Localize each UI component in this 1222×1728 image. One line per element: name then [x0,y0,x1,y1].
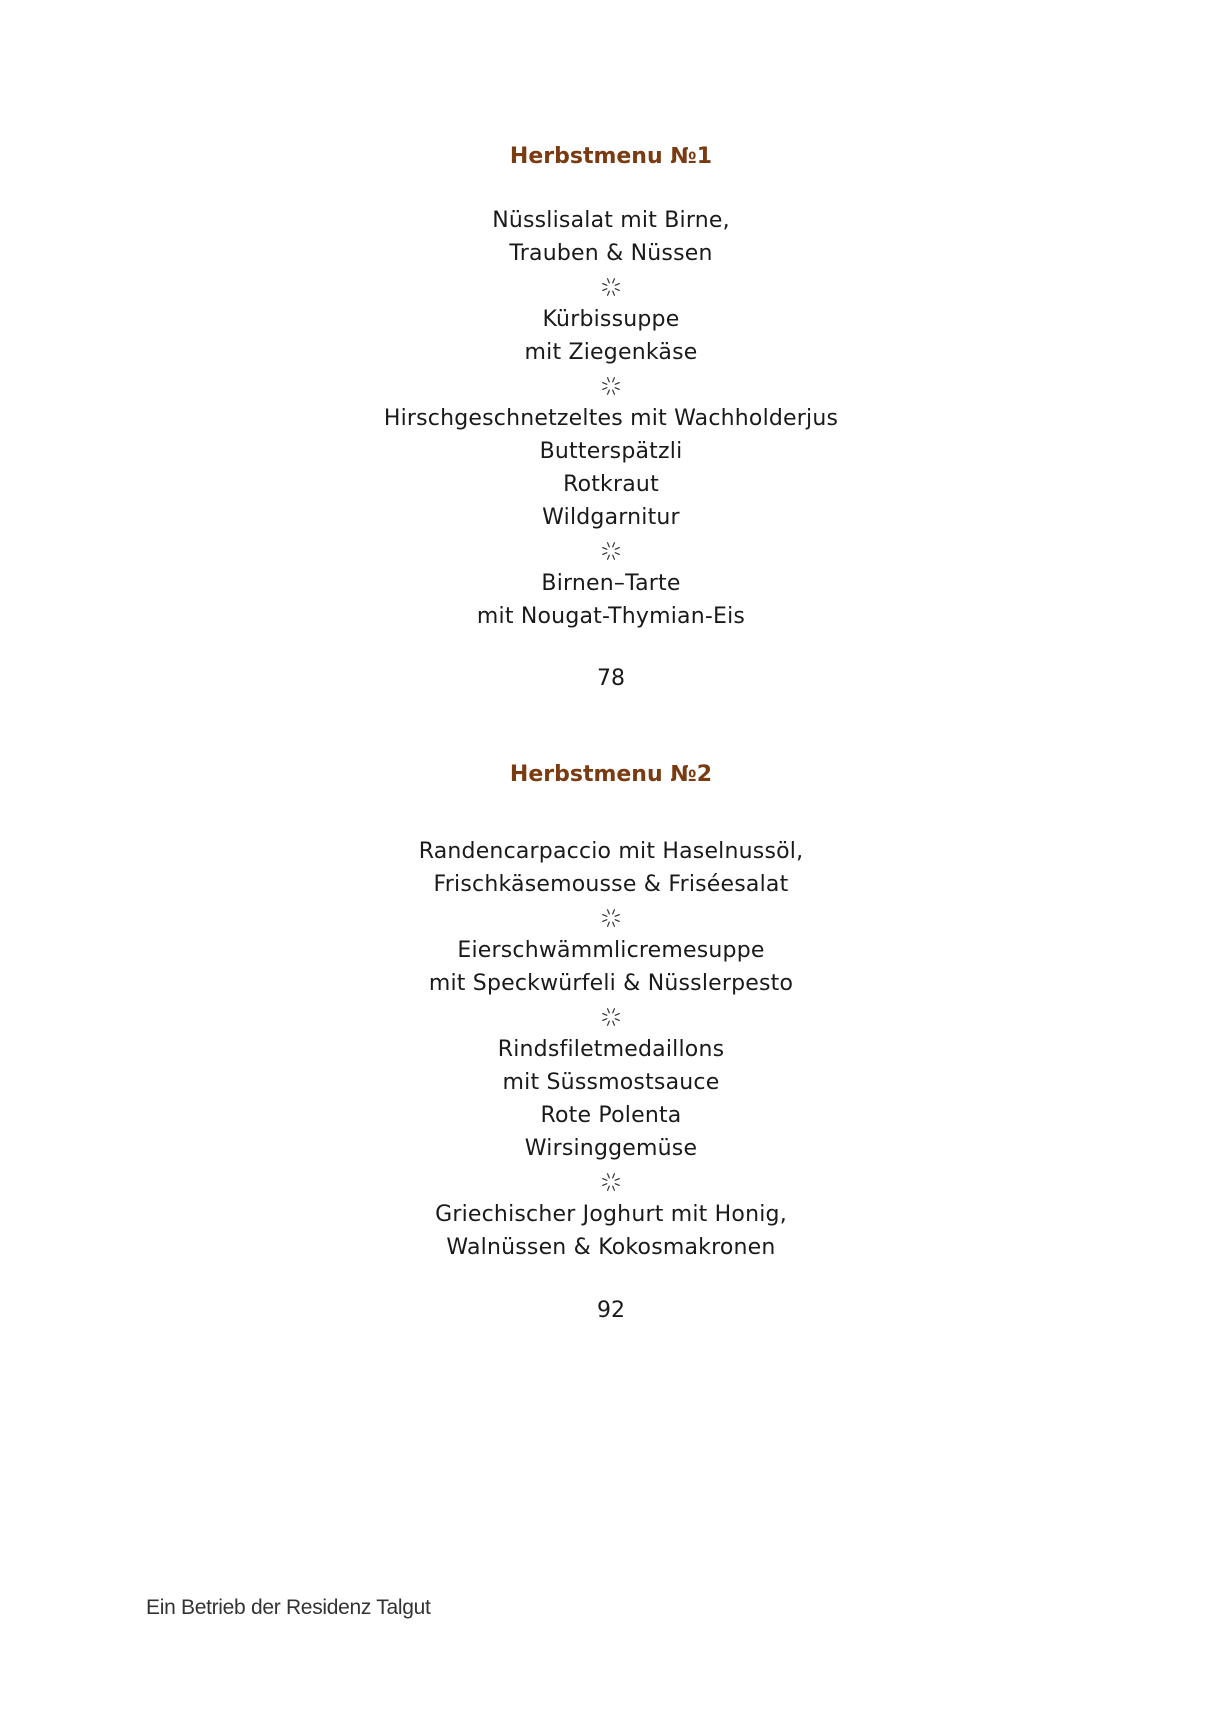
menu-price: 78 [597,666,625,691]
sparkle-icon [598,1169,624,1195]
course-line: mit Nougat-Thymian-Eis [476,604,746,629]
course-separator [0,534,1222,567]
course-starter [0,835,1222,901]
course-separator [0,270,1222,303]
sparkle-icon [598,905,624,931]
sparkle-icon [598,373,624,399]
course-line: Walnüssen & Kokosmakronen [446,1235,776,1260]
course-line: mit Speckwürfeli & Nüsslerpesto [428,971,794,996]
sparkle-icon [598,274,624,300]
course-line: Frischkäsemousse & Friséesalat [433,872,789,897]
course-line: Rotkraut [563,472,659,497]
course-soup [0,303,1222,369]
course-separator [0,1165,1222,1198]
course-line: Eierschwämmlicremesuppe [457,938,765,963]
course-line: Randencarpaccio mit Haselnussöl, [418,839,804,864]
course-line: Wirsinggemüse [524,1136,698,1161]
course-dessert [0,567,1222,633]
course-line: Nüsslisalat mit Birne, [492,208,730,233]
menu-section-1 [0,142,1222,694]
course-starter [0,204,1222,270]
sparkle-icon [598,1004,624,1030]
course-line: Kürbissuppe [542,307,680,332]
course-line: Rindsfiletmedaillons [497,1037,725,1062]
menu-price: 92 [597,1298,625,1323]
menu-title: Herbstmenu №1 [509,144,713,169]
course-line: Birnen–Tarte [541,571,681,596]
course-line: Hirschgeschnetzeltes mit Wachholderjus [383,406,839,431]
course-line: Butterspätzli [539,439,683,464]
course-dessert [0,1198,1222,1264]
course-soup [0,934,1222,1000]
menu-title: Herbstmenu №2 [509,762,713,787]
course-line: Trauben & Nüssen [509,241,713,266]
course-line: mit Ziegenkäse [524,340,698,365]
course-line: mit Süssmostsauce [502,1070,720,1095]
course-main [0,402,1222,534]
course-line: Wildgarnitur [542,505,680,530]
course-separator [0,1000,1222,1033]
course-line: Griechischer Joghurt mit Honig, [435,1202,787,1227]
footer-text: Ein Betrieb der Residenz Talgut [146,1596,431,1619]
course-separator [0,369,1222,402]
sparkle-icon [598,538,624,564]
menu-section-2 [0,760,1222,1326]
course-main [0,1033,1222,1165]
course-line: Rote Polenta [540,1103,682,1128]
course-separator [0,901,1222,934]
